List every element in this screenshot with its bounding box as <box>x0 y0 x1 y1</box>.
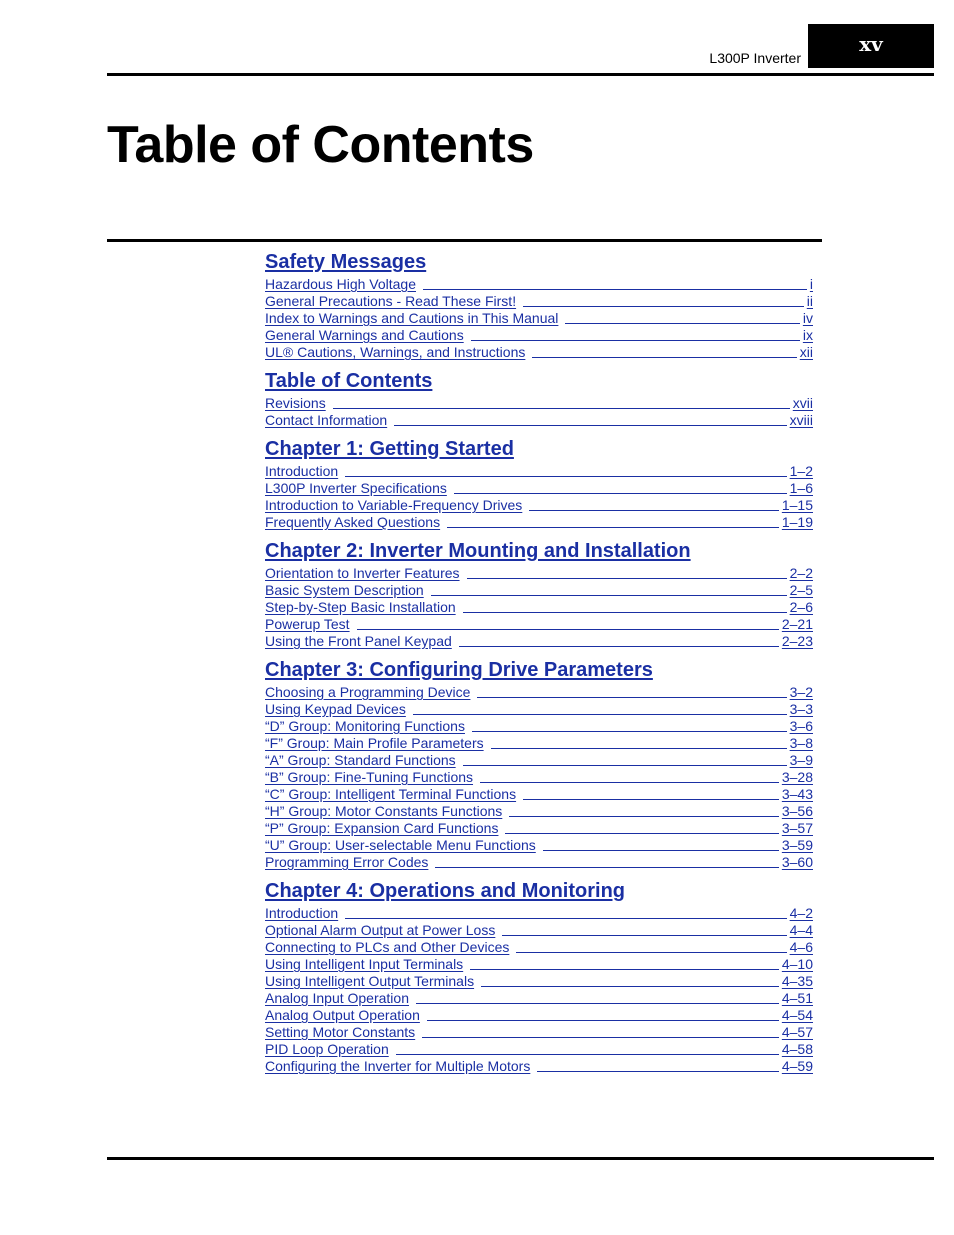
toc-section-title-link[interactable]: Safety Messages <box>265 251 427 273</box>
toc-entry-link[interactable] <box>265 734 813 751</box>
toc-leader-line <box>480 782 779 783</box>
toc-entry-link[interactable] <box>265 802 813 819</box>
toc-leader-line <box>491 748 787 749</box>
toc-entry-link[interactable] <box>265 819 813 836</box>
toc-entry-link[interactable] <box>265 462 813 479</box>
toc-entry-label: “U” Group: User-selectable Menu Functions <box>265 837 536 853</box>
toc-entry-label: Connecting to PLCs and Other Devices <box>265 939 510 955</box>
toc-entry-page: 3–57 <box>781 820 813 836</box>
toc-entry-page: 1–15 <box>781 497 813 513</box>
toc-leader-line <box>505 833 778 834</box>
toc-leader-line <box>435 867 778 868</box>
toc-leader-line <box>523 799 779 800</box>
toc-entry-label: Using Keypad Devices <box>265 701 406 717</box>
toc-leader-line <box>481 986 779 987</box>
toc-entry-link[interactable] <box>265 938 813 955</box>
toc-entry-link[interactable] <box>265 598 813 615</box>
toc-entry-link[interactable] <box>265 513 813 530</box>
toc-entry-link[interactable] <box>265 309 813 326</box>
toc-leader-line <box>477 697 786 698</box>
toc-entry-page: 3–43 <box>781 786 813 802</box>
toc-section-title-link[interactable]: Chapter 1: Getting Started <box>265 438 514 460</box>
toc-entry-link[interactable] <box>265 1006 813 1023</box>
toc-entry-page: 4–10 <box>781 956 813 972</box>
toc-entry-link[interactable] <box>265 1040 813 1057</box>
toc-entry-link[interactable] <box>265 768 813 785</box>
toc-entry-link[interactable] <box>265 615 813 632</box>
toc-entry-page: xii <box>799 344 813 360</box>
toc-entry-label: Optional Alarm Output at Power Loss <box>265 922 496 938</box>
toc-leader-line <box>413 714 787 715</box>
toc-leader-line <box>447 527 779 528</box>
toc-entry-link[interactable] <box>265 955 813 972</box>
toc-entry-page: 2–21 <box>781 616 813 632</box>
toc-section <box>265 437 813 530</box>
toc-leader-line <box>454 493 787 494</box>
toc-leader-line <box>516 952 786 953</box>
toc-entry-page: 3–8 <box>789 735 813 751</box>
toc-entry-link[interactable] <box>265 496 813 513</box>
toc-entry-label: Index to Warnings and Cautions in This Manual <box>265 310 559 326</box>
toc-entry-link[interactable] <box>265 836 813 853</box>
toc-entry-label: General Warnings and Cautions <box>265 327 464 343</box>
toc-leader-line <box>422 1037 779 1038</box>
toc-leader-line <box>509 816 779 817</box>
toc-entry-label: Hazardous High Voltage <box>265 276 416 292</box>
toc-entry-page: 3–9 <box>789 752 813 768</box>
toc-leader-line <box>472 731 787 732</box>
toc-entry-label: Introduction <box>265 905 339 921</box>
toc-entry-link[interactable] <box>265 326 813 343</box>
toc-entry-label: Configuring the Inverter for Multiple Motors <box>265 1058 531 1074</box>
toc-section-title-link[interactable]: Table of Contents <box>265 370 433 392</box>
toc-entry-link[interactable] <box>265 751 813 768</box>
toc-entry-label: Introduction <box>265 463 339 479</box>
toc-leader-line <box>565 323 799 324</box>
toc-entry-page: 4–6 <box>789 939 813 955</box>
toc-leader-line <box>532 357 796 358</box>
toc-leader-line <box>394 425 786 426</box>
toc-entry-page: 3–59 <box>781 837 813 853</box>
toc-entry-page: 3–60 <box>781 854 813 870</box>
toc-entry-label: Using Intelligent Output Terminals <box>265 973 475 989</box>
toc-entry-page: 4–59 <box>781 1058 813 1074</box>
toc-entry-link[interactable] <box>265 564 813 581</box>
toc-entry-page: 4–4 <box>789 922 813 938</box>
toc-section <box>265 879 813 1074</box>
toc-entry-page: 2–5 <box>789 582 813 598</box>
bottom-rule <box>107 1157 934 1160</box>
toc-entry-label: “P” Group: Expansion Card Functions <box>265 820 499 836</box>
toc-entry-page: 3–3 <box>789 701 813 717</box>
toc-entry-label: Frequently Asked Questions <box>265 514 441 530</box>
toc-leader-line <box>463 765 787 766</box>
toc-entry-page: ii <box>806 293 813 309</box>
toc-entry-link[interactable] <box>265 275 813 292</box>
toc-entry-link[interactable] <box>265 700 813 717</box>
toc-entry-label: UL® Cautions, Warnings, and Instructions <box>265 344 526 360</box>
toc-leader-line <box>459 646 779 647</box>
toc-leader-line <box>345 918 786 919</box>
toc-entry-label: “A” Group: Standard Functions <box>265 752 456 768</box>
toc-entry-label: “C” Group: Intelligent Terminal Functions <box>265 786 517 802</box>
toc-section <box>265 250 813 360</box>
toc-entry-link[interactable] <box>265 479 813 496</box>
toc-entry-label: Powerup Test <box>265 616 350 632</box>
toc-leader-line <box>333 408 790 409</box>
toc-entry-link[interactable] <box>265 921 813 938</box>
toc-leader-line <box>470 969 779 970</box>
toc-entry-page: 3–56 <box>781 803 813 819</box>
toc-entry-label: L300P Inverter Specifications <box>265 480 447 496</box>
toc-entry-label: Using the Front Panel Keypad <box>265 633 452 649</box>
toc-entry-page: iv <box>802 310 813 326</box>
toc-entry-page: 2–23 <box>781 633 813 649</box>
toc-entry-page: 4–51 <box>781 990 813 1006</box>
toc-entry-page: 3–28 <box>781 769 813 785</box>
toc-entry-label: Contact Information <box>265 412 388 428</box>
toc-entry-link[interactable] <box>265 411 813 428</box>
toc-list <box>265 250 813 1083</box>
toc-entry-page: xviii <box>789 412 813 428</box>
toc-section <box>265 658 813 870</box>
page-number-tab: xv <box>808 24 934 68</box>
toc-section <box>265 369 813 428</box>
toc-entry-page: 1–19 <box>781 514 813 530</box>
toc-entry-link[interactable] <box>265 683 813 700</box>
toc-entry-page: xvii <box>792 395 813 411</box>
toc-entry-link[interactable] <box>265 343 813 360</box>
toc-entry-page: 4–54 <box>781 1007 813 1023</box>
toc-entry-link[interactable] <box>265 785 813 802</box>
toc-entry-label: “B” Group: Fine-Tuning Functions <box>265 769 474 785</box>
toc-leader-line <box>537 1071 779 1072</box>
toc-entry-page: 3–2 <box>789 684 813 700</box>
toc-leader-line <box>471 340 800 341</box>
toc-leader-line <box>431 595 787 596</box>
toc-section <box>265 539 813 649</box>
toc-entry-page: 4–35 <box>781 973 813 989</box>
title-rule <box>107 239 822 242</box>
toc-entry-link[interactable] <box>265 1057 813 1074</box>
toc-section-title-link[interactable]: Chapter 4: Operations and Monitoring <box>265 880 626 902</box>
toc-entry-label: Orientation to Inverter Features <box>265 565 460 581</box>
toc-leader-line <box>345 476 786 477</box>
toc-entry-page: 1–2 <box>789 463 813 479</box>
toc-entry-link[interactable] <box>265 581 813 598</box>
toc-leader-line <box>416 1003 779 1004</box>
toc-entry-label: Step-by-Step Basic Installation <box>265 599 456 615</box>
toc-entry-label: Programming Error Codes <box>265 854 429 870</box>
toc-entry-page: 4–57 <box>781 1024 813 1040</box>
toc-leader-line <box>543 850 779 851</box>
toc-leader-line <box>396 1054 779 1055</box>
toc-entry-page: 3–6 <box>789 718 813 734</box>
toc-entry-page: i <box>809 276 813 292</box>
toc-entry-page: ix <box>802 327 813 343</box>
toc-entry-link[interactable] <box>265 394 813 411</box>
toc-entry-link[interactable] <box>265 632 813 649</box>
toc-entry-label: Analog Input Operation <box>265 990 409 1006</box>
toc-entry-page: 2–2 <box>789 565 813 581</box>
toc-leader-line <box>423 289 807 290</box>
toc-section-title-link[interactable]: Chapter 3: Configuring Drive Parameters <box>265 659 653 681</box>
toc-entry-link[interactable] <box>265 1023 813 1040</box>
toc-leader-line <box>467 578 787 579</box>
toc-entry-page: 1–6 <box>789 480 813 496</box>
toc-entry-label: “H” Group: Motor Constants Functions <box>265 803 503 819</box>
toc-entry-label: General Precautions - Read These First! <box>265 293 517 309</box>
toc-entry-label: Revisions <box>265 395 326 411</box>
toc-entry-label: Basic System Description <box>265 582 424 598</box>
toc-leader-line <box>357 629 779 630</box>
toc-leader-line <box>523 306 804 307</box>
toc-entry-label: “D” Group: Monitoring Functions <box>265 718 465 734</box>
toc-entry-link[interactable] <box>265 972 813 989</box>
toc-entry-page: 2–6 <box>789 599 813 615</box>
toc-entry-label: Using Intelligent Input Terminals <box>265 956 464 972</box>
running-header: L300P Inverter <box>709 50 801 66</box>
toc-entry-label: Analog Output Operation <box>265 1007 420 1023</box>
toc-entry-page: 4–58 <box>781 1041 813 1057</box>
top-rule <box>107 73 934 76</box>
toc-section-title-link[interactable]: Chapter 2: Inverter Mounting and Installation <box>265 540 691 562</box>
toc-entry-page: 4–2 <box>789 905 813 921</box>
page-title: Table of Contents <box>107 116 534 174</box>
toc-entry-link[interactable] <box>265 717 813 734</box>
toc-entry-link[interactable] <box>265 904 813 921</box>
toc-leader-line <box>529 510 779 511</box>
toc-entry-label: Choosing a Programming Device <box>265 684 471 700</box>
toc-entry-label: Setting Motor Constants <box>265 1024 416 1040</box>
toc-leader-line <box>463 612 787 613</box>
toc-entry-link[interactable] <box>265 853 813 870</box>
toc-entry-link[interactable] <box>265 989 813 1006</box>
toc-entry-label: Introduction to Variable-Frequency Drives <box>265 497 523 513</box>
toc-leader-line <box>502 935 786 936</box>
toc-entry-label: “F” Group: Main Profile Parameters <box>265 735 484 751</box>
toc-leader-line <box>427 1020 779 1021</box>
toc-entry-label: PID Loop Operation <box>265 1041 389 1057</box>
toc-entry-link[interactable] <box>265 292 813 309</box>
